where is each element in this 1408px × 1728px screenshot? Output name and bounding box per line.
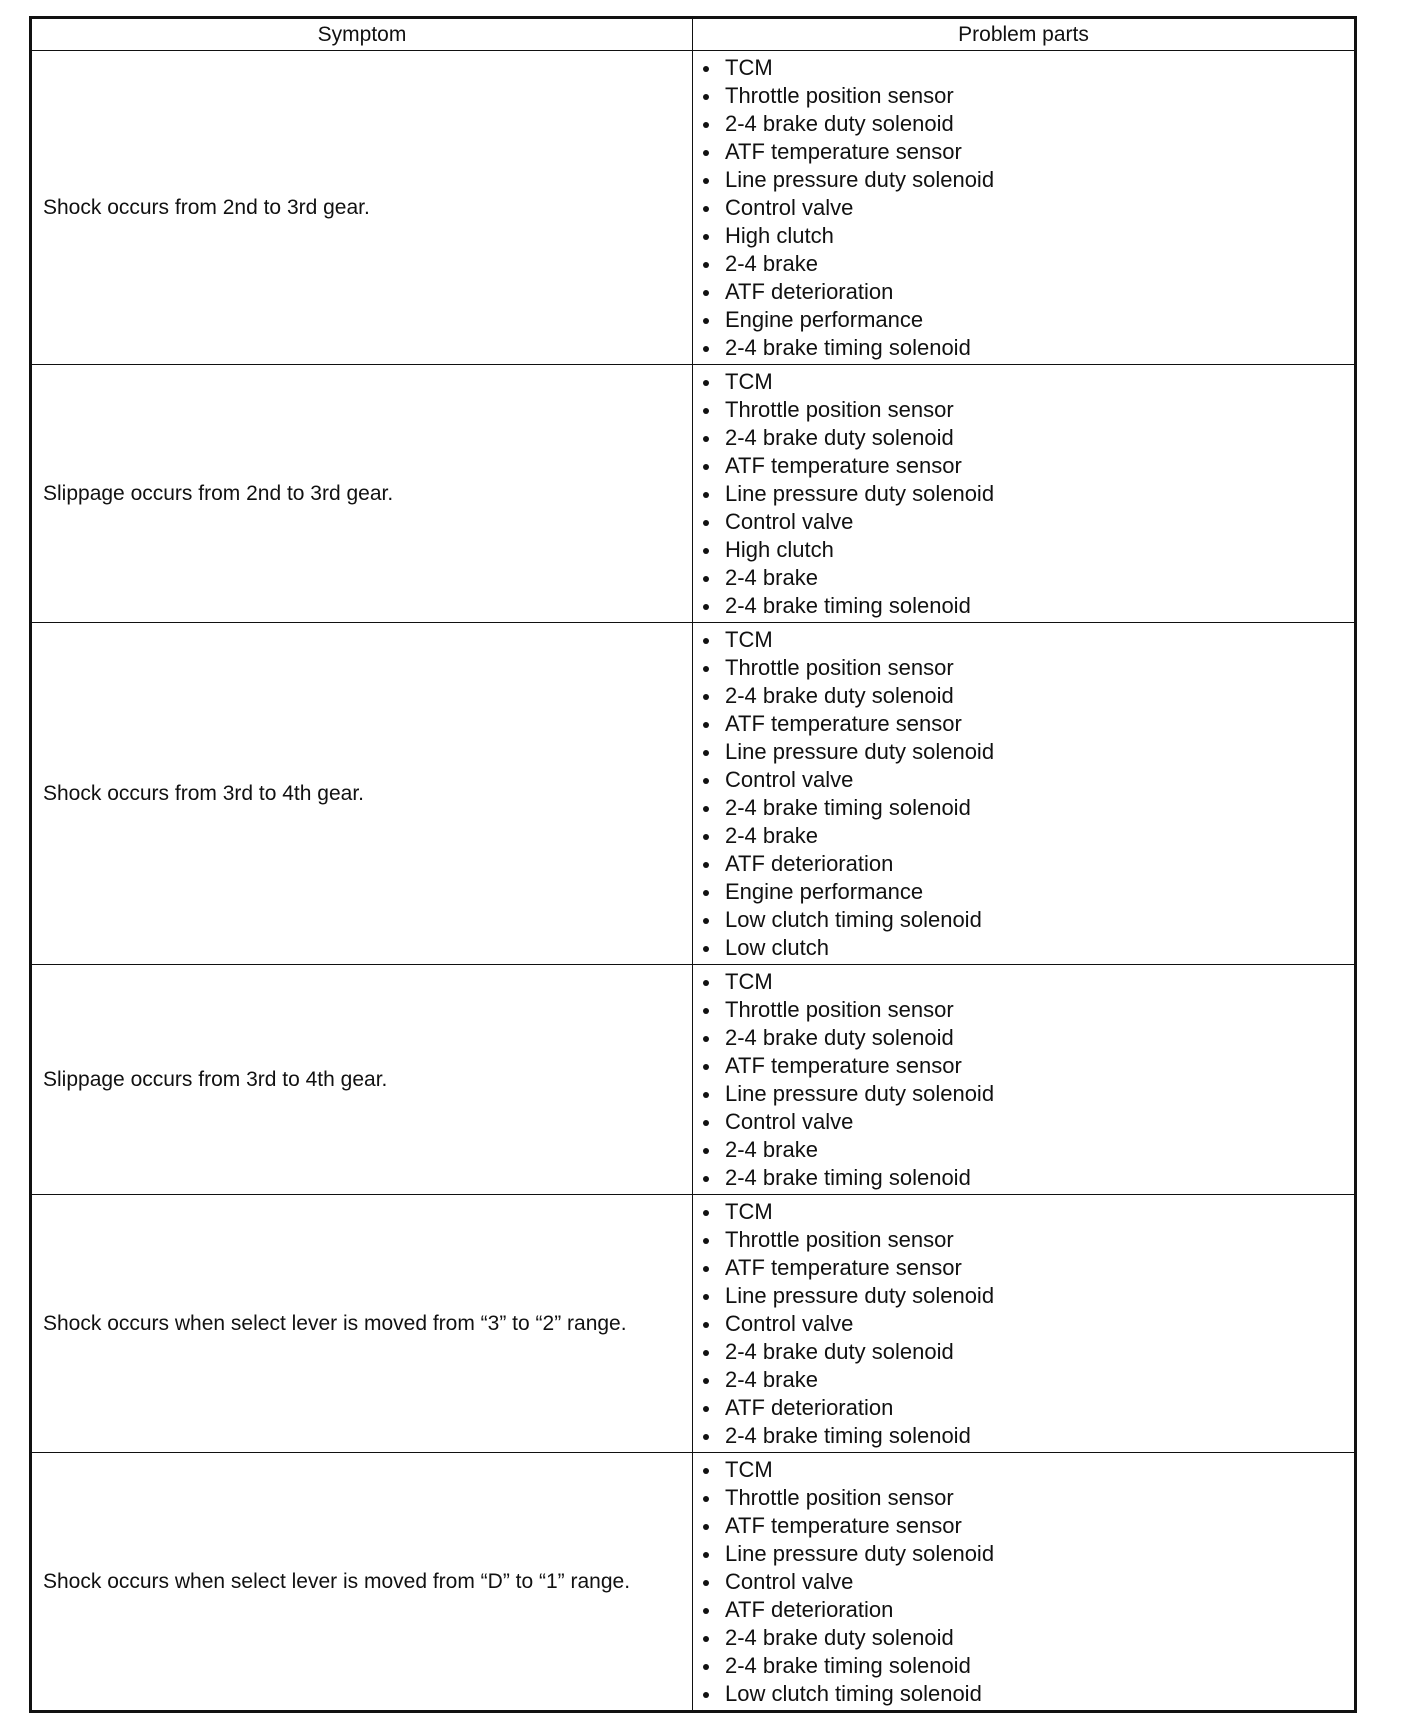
table-row: [31, 1453, 1356, 1712]
problem-part-item: TCM: [693, 368, 1354, 396]
problem-part-item: TCM: [693, 968, 1354, 996]
table-body: [31, 51, 1356, 1712]
problem-part-item: Control valve: [693, 194, 1354, 222]
problem-part-item: ATF temperature sensor: [693, 1512, 1354, 1540]
problem-part-item: Engine performance: [693, 878, 1354, 906]
table-row: [31, 1195, 1356, 1453]
table-row: [31, 51, 1356, 365]
problem-part-item: Throttle position sensor: [693, 996, 1354, 1024]
problem-part-item: Throttle position sensor: [693, 1484, 1354, 1512]
problem-parts-cell: [693, 365, 1356, 623]
problem-part-item: ATF temperature sensor: [693, 138, 1354, 166]
problem-part-item: 2-4 brake: [693, 1366, 1354, 1394]
problem-part-item: Throttle position sensor: [693, 396, 1354, 424]
problem-part-item: ATF deterioration: [693, 1394, 1354, 1422]
problem-part-item: Throttle position sensor: [693, 1226, 1354, 1254]
problem-part-item: 2-4 brake timing solenoid: [693, 1164, 1354, 1192]
problem-parts-column-header: Problem parts: [693, 18, 1356, 51]
problem-parts-cell: [693, 51, 1356, 365]
problem-part-item: TCM: [693, 626, 1354, 654]
problem-part-item: High clutch: [693, 536, 1354, 564]
table-row: [31, 365, 1356, 623]
symptom-cell: Shock occurs from 3rd to 4th gear.: [31, 623, 693, 965]
problem-part-item: Line pressure duty solenoid: [693, 166, 1354, 194]
problem-part-item: ATF temperature sensor: [693, 1052, 1354, 1080]
problem-parts-cell: [693, 623, 1356, 965]
problem-part-item: 2-4 brake duty solenoid: [693, 682, 1354, 710]
problem-part-item: 2-4 brake timing solenoid: [693, 1422, 1354, 1450]
problem-part-item: TCM: [693, 54, 1354, 82]
problem-part-item: 2-4 brake timing solenoid: [693, 592, 1354, 620]
problem-part-item: ATF temperature sensor: [693, 452, 1354, 480]
problem-part-item: 2-4 brake: [693, 564, 1354, 592]
symptom-column-header: Symptom: [31, 18, 693, 51]
problem-parts-cell: [693, 965, 1356, 1195]
problem-part-item: Low clutch: [693, 934, 1354, 962]
problem-part-item: High clutch: [693, 222, 1354, 250]
table-row: [31, 623, 1356, 965]
problem-part-item: Control valve: [693, 766, 1354, 794]
problem-part-item: Control valve: [693, 1108, 1354, 1136]
problem-part-item: Control valve: [693, 1568, 1354, 1596]
symptom-table: [29, 16, 1357, 1713]
problem-part-item: Throttle position sensor: [693, 654, 1354, 682]
symptom-cell: Slippage occurs from 3rd to 4th gear.: [31, 965, 693, 1195]
symptom-cell: Shock occurs when select lever is moved from “3” to “2” range.: [31, 1195, 693, 1453]
problem-part-item: 2-4 brake: [693, 822, 1354, 850]
problem-part-item: Low clutch timing solenoid: [693, 906, 1354, 934]
problem-parts-cell: [693, 1195, 1356, 1453]
problem-part-item: TCM: [693, 1198, 1354, 1226]
problem-parts-list: [693, 51, 1354, 364]
problem-part-item: ATF deterioration: [693, 850, 1354, 878]
table-header-row: [31, 18, 1356, 51]
problem-parts-list: [693, 1453, 1354, 1710]
problem-part-item: 2-4 brake: [693, 1136, 1354, 1164]
problem-part-item: Low clutch timing solenoid: [693, 1680, 1354, 1708]
problem-parts-list: [693, 1195, 1354, 1452]
problem-part-item: 2-4 brake duty solenoid: [693, 1024, 1354, 1052]
problem-part-item: Line pressure duty solenoid: [693, 738, 1354, 766]
problem-part-item: Line pressure duty solenoid: [693, 1540, 1354, 1568]
problem-part-item: 2-4 brake timing solenoid: [693, 1652, 1354, 1680]
problem-part-item: Control valve: [693, 1310, 1354, 1338]
problem-part-item: 2-4 brake timing solenoid: [693, 794, 1354, 822]
problem-part-item: ATF deterioration: [693, 278, 1354, 306]
problem-part-item: 2-4 brake: [693, 250, 1354, 278]
problem-parts-cell: [693, 1453, 1356, 1712]
problem-part-item: Line pressure duty solenoid: [693, 1282, 1354, 1310]
problem-part-item: 2-4 brake duty solenoid: [693, 110, 1354, 138]
problem-parts-list: [693, 365, 1354, 622]
symptom-cell: Shock occurs when select lever is moved from “D” to “1” range.: [31, 1453, 693, 1712]
symptom-cell: Slippage occurs from 2nd to 3rd gear.: [31, 365, 693, 623]
problem-part-item: ATF deterioration: [693, 1596, 1354, 1624]
problem-part-item: Throttle position sensor: [693, 82, 1354, 110]
problem-parts-list: [693, 965, 1354, 1194]
problem-part-item: ATF temperature sensor: [693, 1254, 1354, 1282]
problem-part-item: Line pressure duty solenoid: [693, 1080, 1354, 1108]
problem-part-item: TCM: [693, 1456, 1354, 1484]
table-row: [31, 965, 1356, 1195]
problem-part-item: Line pressure duty solenoid: [693, 480, 1354, 508]
problem-part-item: 2-4 brake duty solenoid: [693, 1338, 1354, 1366]
problem-part-item: 2-4 brake duty solenoid: [693, 1624, 1354, 1652]
symptom-cell: Shock occurs from 2nd to 3rd gear.: [31, 51, 693, 365]
problem-part-item: 2-4 brake timing solenoid: [693, 334, 1354, 362]
problem-part-item: ATF temperature sensor: [693, 710, 1354, 738]
problem-part-item: Control valve: [693, 508, 1354, 536]
problem-parts-list: [693, 623, 1354, 964]
problem-part-item: 2-4 brake duty solenoid: [693, 424, 1354, 452]
problem-part-item: Engine performance: [693, 306, 1354, 334]
